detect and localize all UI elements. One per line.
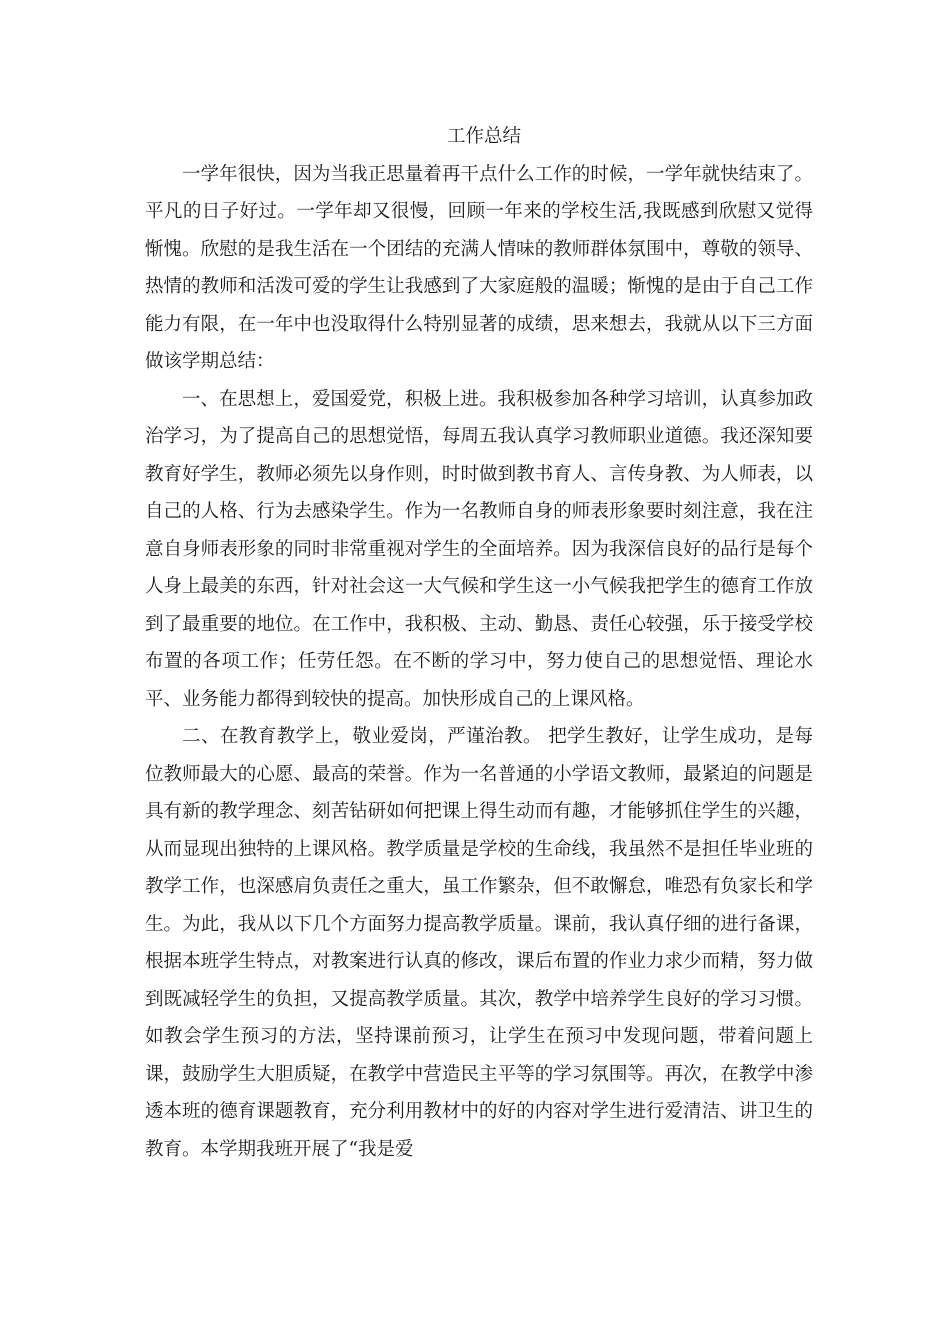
document-title: 工作总结 (446, 126, 521, 147)
paragraph-thought: 一、在思想上，爱国爱党，积极上进。我积极参加各种学习培训，认真参加政治学习，为了提高自己的思想觉悟，每周五我认真学习教师职业道德。我还深知要教育好学生，教师必须先以身作则，时时做到教书育人、言传身教、为人师表，以自己的人格、行为去感染学生。作为一名教师自身的师表形象要时刻注意，我在注意自身师表形象的同时非常重视对学生的全面培养。因为我深信良好的品行是每个人身上最美的东西，针对社会这一大气候和学生这一小气候我把学生的德育工作放到了最重要的地位。在工作中，我积极、主动、勤恳、责任心较强，乐于接受学校布置的各项工作；任劳任怨。在不断的学习中，努力使自己的思想觉悟、理论水平、业务能力都得到较快的提高。加快形成自己的上课风格。 (145, 388, 813, 710)
document-body (145, 118, 813, 1168)
paragraph-intro: 一学年很快，因为当我正思量着再干点什么工作的时候，一学年就快结束了。平凡的日子好过。一学年却又很慢，回顾一年来的学校生活,我既感到欣慰又觉得惭愧。欣慰的是我生活在一个团结的充满人情味的教师群体氛围中，尊敬的领导、热情的教师和活泼可爱的学生让我感到了大家庭般的温暖；惭愧的是由于自己工作能力有限，在一年中也没取得什么特别显著的成绩，思来想去，我就从以下三方面做该学期总结： (145, 163, 813, 372)
paragraph-teaching: 二、在教育教学上，敬业爱岗，严谨治教。 把学生教好，让学生成功，是每位教师最大的心愿、最高的荣誉。作为一名普通的小学语文教师，最紧迫的问题是具有新的教学理念、刻苦钻研如何把课上得生动而有趣，才能够抓住学生的兴趣，从而显现出独特的上课风格。教学质量是学校的生命线，我虽然不是担任毕业班的教学工作，也深感肩负责任之重大，虽工作繁杂，但不敢懈怠，唯恐有负家长和学生。为此，我从以下几个方面努力提高教学质量。课前，我认真仔细的进行备课，根据本班学生特点，对教案进行认真的修改，课后布置的作业力求少而精，努力做到既减轻学生的负担，又提高教学质量。其次，教学中培养学生良好的学习习惯。如教会学生预习的方法，坚持课前预习，让学生在预习中发现问题，带着问题上课，鼓励学生大胆质疑，在教学中营造民主平等的学习氛围等。再次，在教学中渗透本班的德育课题教育，充分利用教材中的好的内容对学生进行爱清洁、讲卫生的教育。本学期我班开展了“我是爱 (145, 726, 813, 1160)
